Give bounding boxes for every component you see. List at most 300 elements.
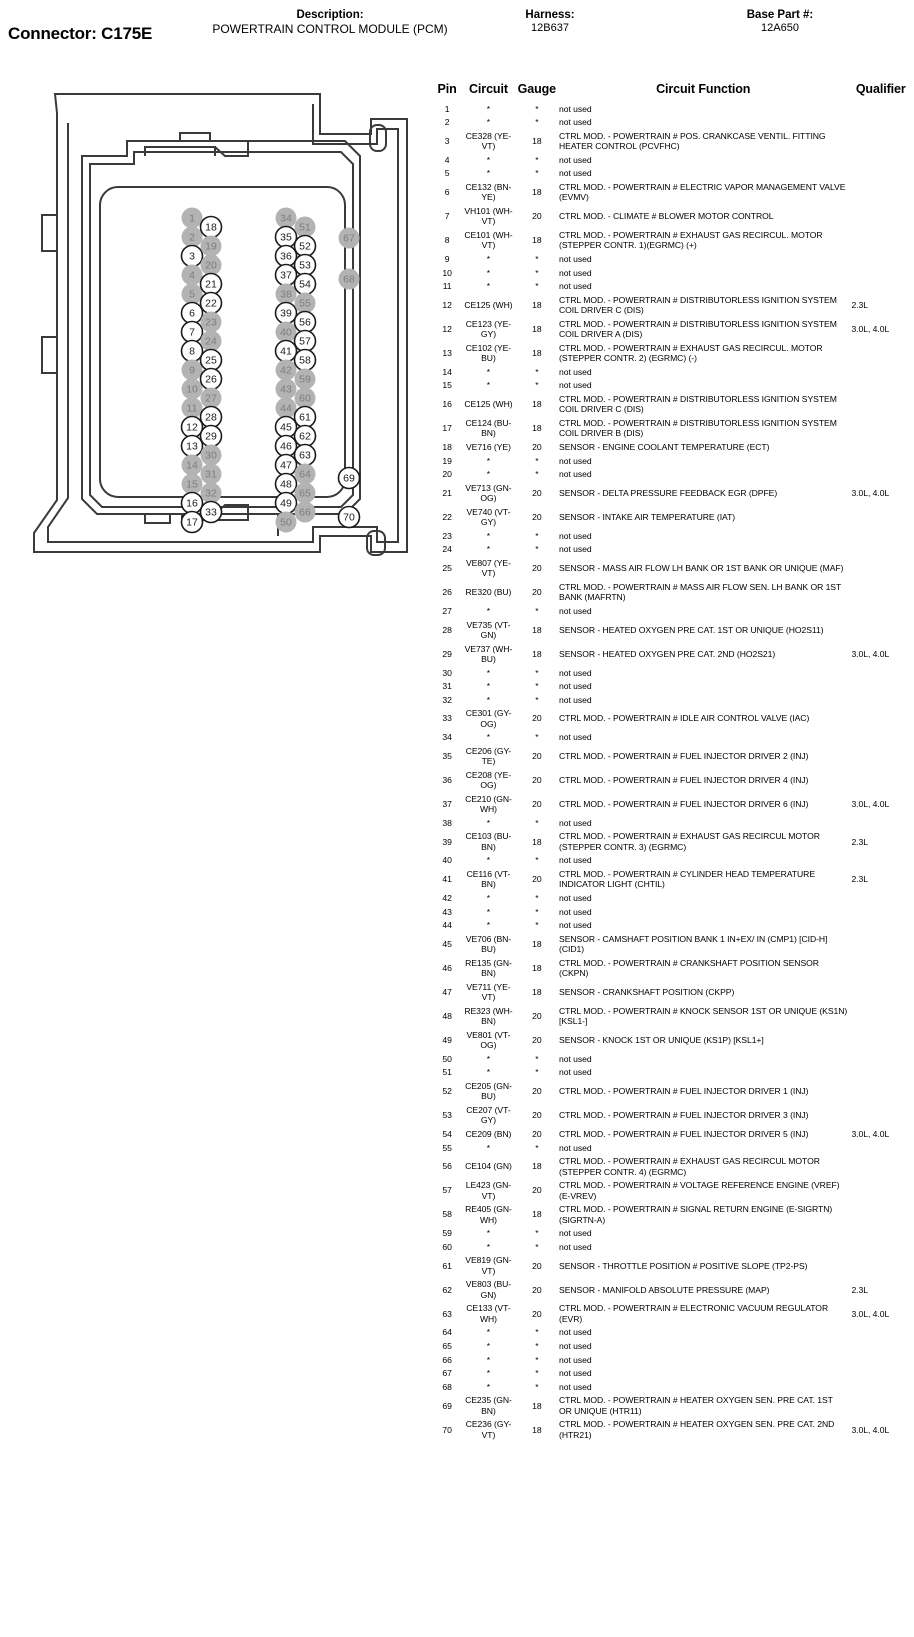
cell-circuit: CE133 (VT-WH): [466, 1303, 511, 1324]
pin-number-label: 53: [299, 259, 311, 272]
cell-pin: 54: [442, 1129, 452, 1140]
table-row: [434, 556, 912, 580]
cell-gauge: 20: [532, 775, 542, 786]
cell-circuit: *: [486, 1142, 491, 1153]
cell-pin: 55: [442, 1142, 452, 1153]
table-row: [434, 365, 912, 379]
table-row: [434, 891, 912, 905]
cell-qualifier: [849, 129, 912, 153]
cell-qualifier: [849, 956, 912, 980]
table-row: [434, 293, 912, 317]
table-row: [434, 1326, 912, 1340]
cell-circuit: LE423 (GN-VT): [465, 1180, 512, 1201]
cell-gauge: 20: [532, 211, 542, 222]
pin-number-label: 50: [280, 516, 292, 529]
connector-pin-4: [182, 265, 203, 286]
cell-gauge: *: [535, 117, 539, 128]
cell-circuit: *: [486, 380, 491, 391]
cell-gauge: *: [535, 267, 539, 278]
cell-pin: 12: [442, 299, 452, 310]
base-part-value: 12A650: [761, 22, 799, 34]
cell-circuit-function: not used: [559, 906, 592, 917]
connector-pin-10: [182, 379, 203, 400]
pin-number-label: 60: [299, 392, 311, 405]
cell-circuit-function: SENSOR - MASS AIR FLOW LH BANK OR 1ST BANK OR UNIQUE (MAF): [559, 563, 844, 574]
connector-pin-50: [276, 512, 297, 533]
cell-circuit: *: [486, 154, 491, 165]
connector-pin-56: [295, 312, 316, 333]
cell-circuit-function: SENSOR - MANIFOLD ABSOLUTE PRESSURE (MAP): [559, 1284, 770, 1295]
table-row: [434, 707, 912, 731]
cell-gauge: *: [535, 817, 539, 828]
cell-gauge: *: [535, 667, 539, 678]
cell-circuit-function: SENSOR - KNOCK 1ST OR UNIQUE (KS1P) [KSL1+]: [559, 1035, 764, 1046]
connector-pin-26: [201, 369, 222, 390]
cell-pin: 30: [442, 667, 452, 678]
cell-gauge: *: [535, 1381, 539, 1392]
cell-pin: 37: [442, 799, 452, 810]
cell-qualifier: [849, 1066, 912, 1080]
cell-gauge: 20: [532, 1129, 542, 1140]
cell-gauge: 18: [532, 624, 542, 635]
pin-number-label: 17: [186, 516, 198, 529]
cell-pin: 63: [442, 1308, 452, 1319]
table-row: [434, 1179, 912, 1203]
column-header-function: Circuit Function: [656, 82, 751, 96]
table-row: [434, 1127, 912, 1141]
table-header-row: [434, 82, 912, 102]
cell-qualifier: [849, 580, 912, 604]
pin-number-label: 15: [186, 478, 198, 491]
cell-circuit: VH101 (WH-VT): [464, 205, 513, 227]
cell-circuit: *: [486, 667, 491, 678]
cell-qualifier: [849, 816, 912, 830]
cell-circuit-function: CTRL MOD. - POWERTRAIN # DISTRIBUTORLESS IGNITION SYSTEM COIL DRIVER B (DIS): [559, 417, 837, 439]
cell-qualifier: [849, 1353, 912, 1367]
pin-number-label: 37: [280, 269, 292, 282]
cell-circuit-function: not used: [559, 1142, 592, 1153]
connector-pin-39: [276, 303, 297, 324]
cell-qualifier: [849, 854, 912, 868]
connector-pin-28: [201, 407, 222, 428]
cell-pin: 2: [444, 117, 450, 128]
pin-number-label: 62: [299, 430, 311, 443]
cell-gauge: *: [535, 469, 539, 480]
table-row: [434, 744, 912, 768]
cell-pin: 39: [442, 836, 452, 847]
base-part-label: Base Part #:: [746, 9, 814, 21]
cell-pin: 9: [444, 253, 450, 264]
cell-circuit: CE235 (GN-BN): [465, 1395, 512, 1416]
cell-circuit-function: SENSOR - THROTTLE POSITION # POSITIVE SLOPE (TP2-PS): [559, 1260, 808, 1271]
cell-qualifier: [849, 1367, 912, 1381]
cell-circuit-function: CTRL MOD. - POWERTRAIN # KNOCK SENSOR 1ST OR UNIQUE (KS1N) [KSL1-]: [559, 1005, 848, 1027]
cell-circuit: CE103 (BU-BN): [465, 831, 512, 852]
pin-number-label: 43: [280, 383, 292, 396]
pin-number-label: 2: [189, 231, 195, 244]
cell-qualifier: [849, 416, 912, 440]
table-row: [434, 1278, 912, 1302]
cell-circuit-function: not used: [559, 1228, 592, 1239]
cell-gauge: *: [535, 1368, 539, 1379]
cell-gauge: *: [535, 253, 539, 264]
pin-number-label: 66: [299, 506, 311, 519]
cell-circuit-function: SENSOR - DELTA PRESSURE FEEDBACK EGR (DPFE): [559, 487, 778, 498]
cell-pin: 66: [442, 1354, 452, 1365]
cell-gauge: *: [535, 1354, 539, 1365]
cell-circuit-function: CTRL MOD. - POWERTRAIN # EXHAUST GAS RECIRCUL MOTOR (STEPPER CONTR. 3) (EGRMC): [559, 831, 820, 852]
cell-qualifier: 2.3L: [851, 836, 868, 847]
cell-qualifier: [849, 1203, 912, 1227]
pin-number-label: 44: [280, 402, 292, 415]
cell-qualifier: 3.0L, 4.0L: [851, 1308, 890, 1319]
table-row: [434, 416, 912, 440]
pin-number-label: 33: [205, 506, 217, 519]
table-row: [434, 1367, 912, 1381]
pinout-table: [434, 82, 912, 1442]
cell-pin: 60: [442, 1241, 452, 1252]
cell-circuit-function: not used: [559, 253, 592, 264]
cell-pin: 52: [442, 1086, 452, 1097]
table-row: [434, 693, 912, 707]
description-label: Description:: [296, 9, 364, 21]
cell-circuit: *: [486, 906, 491, 917]
column-header-circuit: Circuit: [469, 82, 508, 96]
cell-circuit: *: [486, 103, 491, 114]
cell-pin: 48: [442, 1011, 452, 1022]
pin-number-label: 10: [186, 383, 198, 396]
cell-circuit: *: [486, 544, 491, 555]
table-row: [434, 1203, 912, 1227]
cell-circuit: CE301 (GY-OG): [465, 708, 512, 729]
connector-pin-32: [201, 483, 222, 504]
cell-circuit: CE101 (WH-VT): [464, 229, 513, 251]
cell-circuit-function: CTRL MOD. - POWERTRAIN # EXHAUST GAS RECIRCUL. MOTOR (STEPPER CONTR. 1)(EGRMC) (+): [559, 229, 823, 251]
connector-pin-1: [182, 208, 203, 229]
connector-pin-5: [182, 284, 203, 305]
table-row: [434, 543, 912, 557]
pin-number-label: 41: [280, 345, 292, 358]
cell-pin: 65: [442, 1341, 452, 1351]
pin-number-label: 22: [205, 297, 217, 310]
cell-qualifier: 2.3L: [851, 299, 868, 310]
pin-number-label: 39: [280, 307, 292, 320]
cell-gauge: *: [535, 168, 539, 179]
cell-circuit: CE125 (WH): [464, 399, 513, 410]
pin-number-label: 13: [186, 440, 198, 453]
pin-number-label: 63: [299, 449, 311, 462]
cell-qualifier: [849, 1227, 912, 1241]
cell-pin: 58: [442, 1209, 452, 1220]
table-row: [434, 1141, 912, 1155]
connector-pin-68: [339, 269, 360, 290]
cell-circuit: CE236 (GY-VT): [465, 1419, 512, 1440]
cell-gauge: 18: [532, 963, 542, 974]
pin-number-label: 55: [299, 297, 311, 310]
cell-circuit: CE206 (GY-TE): [465, 745, 512, 767]
cell-gauge: 20: [532, 1308, 542, 1319]
connector-pin-35: [276, 227, 297, 248]
pin-number-label: 24: [205, 335, 217, 348]
cell-circuit-function: not used: [559, 893, 592, 904]
cell-qualifier: 3.0L, 4.0L: [851, 1129, 890, 1140]
cell-pin: 27: [442, 605, 452, 616]
pin-number-label: 70: [343, 511, 355, 524]
connector-pin-48: [276, 474, 297, 495]
cell-gauge: *: [535, 1067, 539, 1078]
pin-number-label: 49: [280, 497, 292, 510]
cell-pin: 8: [444, 235, 450, 246]
pin-number-label: 8: [189, 345, 195, 358]
table-row: [434, 905, 912, 919]
cell-qualifier: [849, 102, 912, 116]
cell-qualifier: [849, 1052, 912, 1066]
connector-pin-16: [182, 493, 203, 514]
cell-gauge: *: [535, 544, 539, 555]
table-row: [434, 932, 912, 956]
cell-pin: 67: [442, 1368, 452, 1379]
cell-gauge: 20: [532, 1011, 542, 1022]
cell-circuit: CE132 (BN-YE): [465, 181, 512, 203]
cell-gauge: 18: [532, 987, 542, 998]
cell-pin: 22: [442, 511, 452, 522]
connector-pin-46: [276, 436, 297, 457]
cell-circuit: RE135 (GN-BN): [465, 957, 512, 979]
pin-number-label: 1: [189, 212, 195, 225]
cell-circuit: *: [486, 1053, 491, 1064]
cell-circuit-function: not used: [559, 469, 592, 480]
cell-gauge: 20: [532, 1035, 542, 1046]
cell-pin: 57: [442, 1185, 452, 1196]
cell-gauge: *: [535, 380, 539, 391]
connector-pin-45: [276, 417, 297, 438]
connector-pin-25: [201, 350, 222, 371]
cell-qualifier: 3.0L, 4.0L: [851, 487, 890, 498]
connector-pin-19: [201, 236, 222, 257]
cell-qualifier: [849, 1380, 912, 1394]
table-row: [434, 642, 912, 666]
pin-number-label: 40: [280, 326, 292, 339]
cell-qualifier: [849, 680, 912, 694]
cell-circuit: VE737 (WH-BU): [464, 643, 513, 664]
pin-number-label: 16: [186, 497, 198, 510]
table-row: [434, 1240, 912, 1254]
cell-qualifier: [849, 543, 912, 557]
table-row: [434, 731, 912, 745]
cell-pin: 10: [442, 267, 452, 278]
connector-pin-20: [201, 255, 222, 276]
table-row: [434, 830, 912, 854]
cell-qualifier: [849, 116, 912, 130]
table-row: [434, 1028, 912, 1052]
pin-number-label: 11: [186, 402, 198, 415]
cell-qualifier: [849, 1141, 912, 1155]
table-row: [434, 1254, 912, 1278]
connector-pin-13: [182, 436, 203, 457]
connector-pin-6: [182, 303, 203, 324]
cell-qualifier: 3.0L, 4.0L: [851, 323, 890, 334]
cell-circuit-function: not used: [559, 1053, 592, 1064]
cell-circuit: *: [486, 530, 491, 541]
cell-circuit: CE102 (YE-BU): [465, 342, 512, 364]
cell-qualifier: [849, 280, 912, 294]
description-value: POWERTRAIN CONTROL MODULE (PCM): [212, 22, 448, 36]
cell-gauge: *: [535, 893, 539, 904]
connector-pin-23: [201, 312, 222, 333]
cell-circuit-function: not used: [559, 667, 592, 678]
cell-qualifier: [849, 1326, 912, 1340]
pin-number-label: 32: [205, 487, 217, 500]
pin-number-label: 30: [205, 449, 217, 462]
column-header-qualifier: Qualifier: [855, 82, 906, 96]
cell-qualifier: [849, 454, 912, 468]
cell-gauge: 20: [532, 713, 542, 724]
cell-pin: 29: [442, 648, 452, 659]
connector-pin-59: [295, 369, 316, 390]
connector-pin-65: [295, 483, 316, 504]
cell-qualifier: [849, 891, 912, 905]
cell-pin: 49: [442, 1035, 452, 1046]
cell-qualifier: [849, 266, 912, 280]
pin-number-label: 58: [299, 354, 311, 367]
pin-number-label: 36: [280, 250, 292, 263]
cell-circuit-function: SENSOR - ENGINE COOLANT TEMPERATURE (ECT): [559, 441, 770, 452]
pin-number-label: 68: [343, 273, 355, 286]
pin-number-label: 61: [299, 411, 311, 424]
cell-circuit-function: CTRL MOD. - POWERTRAIN # DISTRIBUTORLESS IGNITION SYSTEM COIL DRIVER A (DIS): [559, 318, 837, 340]
pin-number-label: 31: [205, 468, 217, 481]
pin-number-label: 56: [299, 316, 311, 329]
cell-circuit-function: not used: [559, 1368, 592, 1379]
connector-pinout-diagram: [10, 55, 430, 575]
cell-gauge: 20: [532, 441, 542, 452]
cell-circuit-function: not used: [559, 681, 592, 692]
pin-number-label: 5: [189, 288, 195, 301]
cell-qualifier: [849, 980, 912, 1004]
cell-circuit: *: [486, 1067, 491, 1078]
cell-qualifier: [849, 1339, 912, 1353]
cell-gauge: 20: [532, 1086, 542, 1097]
cell-circuit: *: [486, 605, 491, 616]
connector-pin-18: [201, 217, 222, 238]
connector-pin-49: [276, 493, 297, 514]
pin-number-label: 12: [186, 421, 198, 434]
cell-circuit-function: not used: [559, 1381, 592, 1392]
connector-pin-57: [295, 331, 316, 352]
pin-number-label: 47: [280, 459, 292, 472]
table-row: [434, 1004, 912, 1028]
cell-pin: 40: [442, 855, 452, 866]
cell-pin: 69: [442, 1400, 452, 1411]
cell-circuit-function: not used: [559, 1241, 592, 1252]
cell-circuit-function: not used: [559, 103, 592, 114]
cell-circuit-function: CTRL MOD. - POWERTRAIN # EXHAUST GAS RECIRCUL MOTOR (STEPPER CONTR. 4) (EGRMC): [559, 1156, 820, 1177]
table-row: [434, 280, 912, 294]
cell-circuit: RE405 (GN-WH): [465, 1204, 512, 1225]
table-row: [434, 454, 912, 468]
cell-circuit: VE807 (YE-VT): [466, 557, 511, 579]
cell-circuit: *: [486, 920, 491, 931]
pin-number-label: 18: [205, 221, 217, 234]
pin-number-label: 25: [205, 354, 217, 367]
connector-pin-43: [276, 379, 297, 400]
cell-circuit-function: CTRL MOD. - POWERTRAIN # ELECTRIC VAPOR MANAGEMENT VALVE (EVMV): [559, 181, 846, 203]
cell-gauge: *: [535, 1053, 539, 1064]
pin-number-label: 14: [186, 459, 198, 472]
cell-qualifier: [849, 932, 912, 956]
pin-number-label: 67: [343, 232, 355, 245]
pin-number-label: 38: [280, 288, 292, 301]
connector-pin-3: [182, 246, 203, 267]
pin-number-label: 48: [280, 478, 292, 491]
cell-pin: 24: [442, 544, 452, 555]
cell-circuit-function: not used: [559, 530, 592, 541]
pin-number-label: 21: [205, 278, 217, 291]
cell-gauge: *: [535, 605, 539, 616]
pin-number-label: 29: [205, 430, 217, 443]
connector-pin-70: [339, 507, 360, 528]
cell-pin: 21: [442, 487, 452, 498]
cell-circuit: CE328 (YE-VT): [465, 130, 512, 152]
cell-gauge: *: [535, 1228, 539, 1239]
connector-pin-27: [201, 388, 222, 409]
cell-qualifier: [849, 744, 912, 768]
connector-pin-33: [201, 502, 222, 523]
cell-gauge: 18: [532, 323, 542, 334]
cell-pin: 64: [442, 1327, 452, 1338]
cell-qualifier: [849, 618, 912, 642]
cell-circuit-function: not used: [559, 380, 592, 391]
connector-pin-12: [182, 417, 203, 438]
pin-number-label: 4: [189, 269, 195, 282]
connector-pin-11: [182, 398, 203, 419]
cell-circuit: *: [486, 1241, 491, 1252]
table-row: [434, 1066, 912, 1080]
cell-qualifier: [849, 505, 912, 529]
cell-circuit-function: not used: [559, 1354, 592, 1365]
pin-number-label: 35: [280, 231, 292, 244]
cell-gauge: 20: [532, 1110, 542, 1121]
cell-gauge: *: [535, 103, 539, 114]
table-row: [434, 180, 912, 204]
table-row: [434, 116, 912, 130]
cell-gauge: 20: [532, 1185, 542, 1196]
cell-circuit-function: not used: [559, 267, 592, 278]
cell-circuit-function: not used: [559, 732, 592, 743]
pinout-table-container: [434, 82, 912, 1442]
pin-number-label: 57: [299, 335, 311, 348]
cell-circuit: CE208 (YE-OG): [465, 769, 512, 791]
cell-pin: 42: [442, 893, 452, 904]
pin-number-label: 19: [205, 240, 217, 253]
cell-gauge: *: [535, 1327, 539, 1338]
pin-number-label: 64: [299, 468, 311, 481]
base-part-block: [660, 8, 900, 35]
cell-circuit-function: CTRL MOD. - POWERTRAIN # FUEL INJECTOR DRIVER 5 (INJ): [559, 1129, 809, 1140]
cell-gauge: 18: [532, 299, 542, 310]
table-row: [434, 1052, 912, 1066]
cell-gauge: 18: [532, 939, 542, 950]
cell-circuit-function: not used: [559, 817, 592, 828]
cell-gauge: *: [535, 920, 539, 931]
cell-pin: 20: [442, 469, 452, 480]
cell-pin: 34: [442, 732, 452, 743]
connector-pin-44: [276, 398, 297, 419]
cell-circuit: CE104 (GN): [465, 1161, 512, 1172]
cell-gauge: 18: [532, 347, 542, 358]
cell-qualifier: [849, 1028, 912, 1052]
cell-qualifier: [849, 440, 912, 454]
